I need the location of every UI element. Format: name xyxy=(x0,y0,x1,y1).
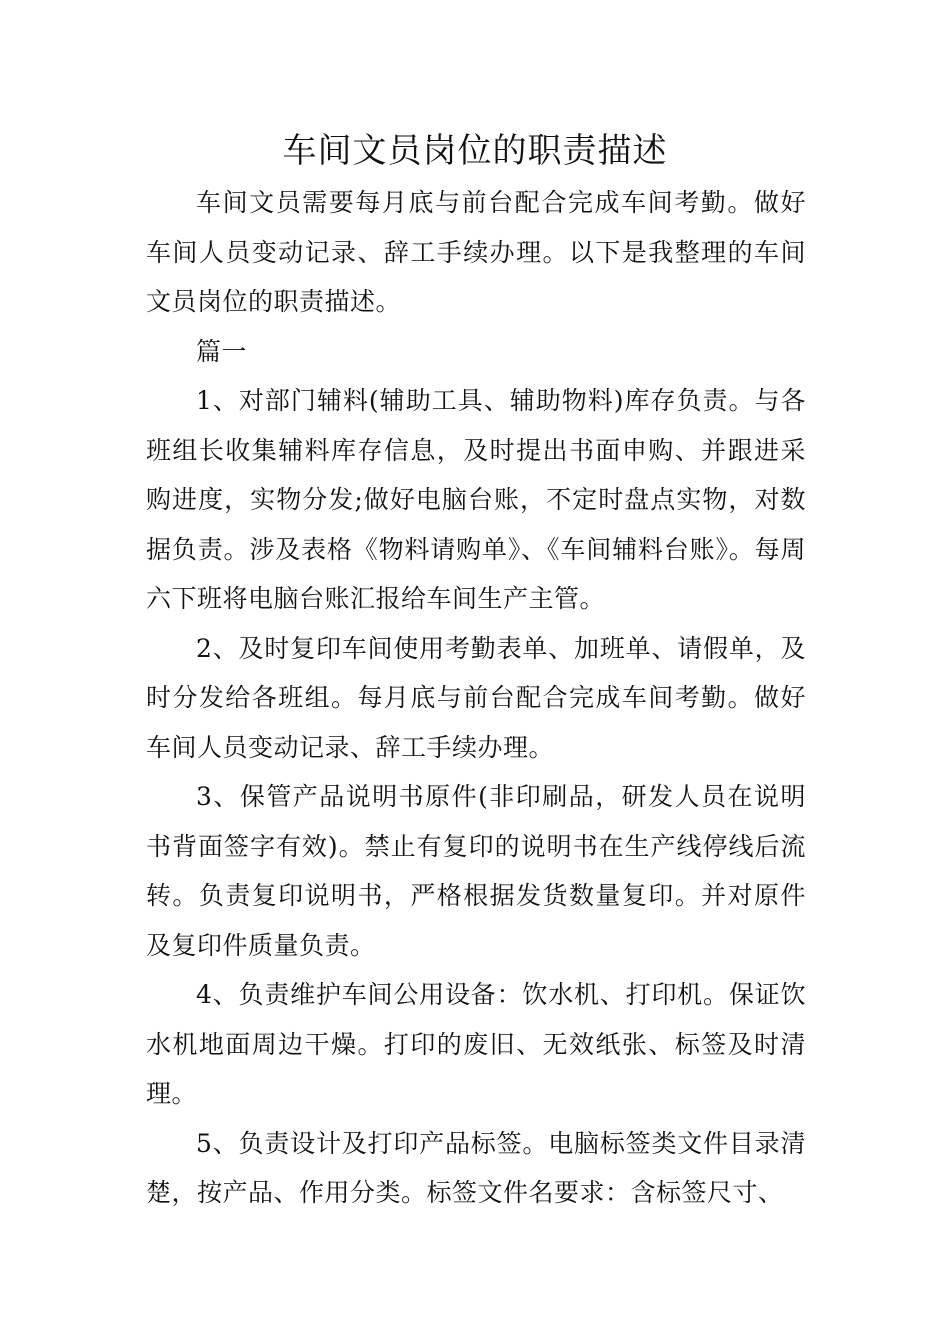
duty-item-4: 4、负责维护车间公用设备：饮水机、打印机。保证饮水机地面周边干燥。打印的废旧、无效纸张、标签及时清理。 xyxy=(146,980,806,1108)
duty-item-3: 3、保管产品说明书原件(非印刷品，研发人员在说明书背面签字有效)。禁止有复印的说明书在生产线停线后流转。负责复印说明书，严格根据发货数量复印。并对原件及复印件质量负责。 xyxy=(146,782,806,960)
intro-paragraph: 车间文员需要每月底与前台配合完成车间考勤。做好车间人员变动记录、辞工手续办理。以下是我整理的车间文员岗位的职责描述。 xyxy=(146,188,806,316)
duty-item-2: 2、及时复印车间使用考勤表单、加班单、请假单，及时分发给各班组。每月底与前台配合完成车间考勤。做好车间人员变动记录、辞工手续办理。 xyxy=(146,633,806,762)
duty-item-5: 5、负责设计及打印产品标签。电脑标签类文件目录清楚，按产品、作用分类。标签文件名要求：含标签尺寸、 xyxy=(146,1128,806,1207)
document-title: 车间文员岗位的职责描述 xyxy=(282,131,668,171)
document-body xyxy=(146,178,806,1218)
section-heading: 篇一 xyxy=(196,336,248,366)
duty-item-1: 1、对部门辅料(辅助工具、辅助物料)库存负责。与各班组长收集辅料库存信息，及时提出书面申购、并跟进采购进度，实物分发;做好电脑台账，不定时盘点实物，对数据负责。涉及表格《物料请购单》、《车间辅料台账》。每周六下班将电脑台账汇报给车间生产主管。 xyxy=(146,386,806,613)
